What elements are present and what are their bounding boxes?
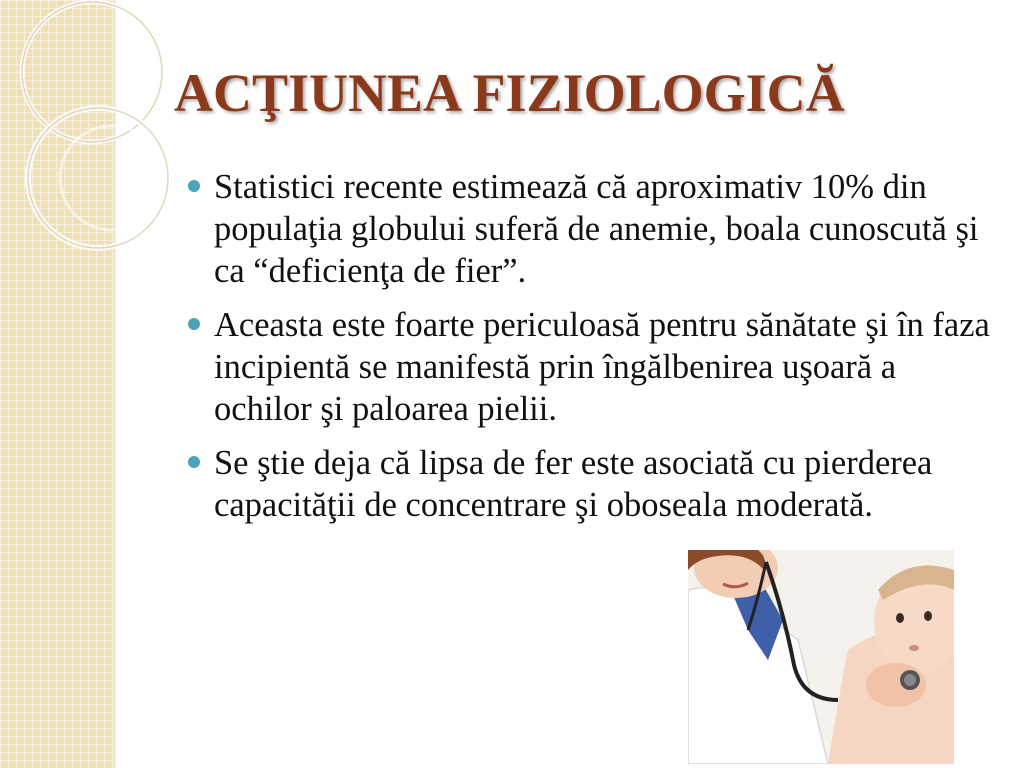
doctor-baby-illustration — [688, 550, 954, 764]
bullet-text: Aceasta este foarte periculoasă pentru sănătate şi în faza incipientă se manifestă prin îngălbenirea uşoară a ochilor şi paloarea pielii. — [214, 306, 990, 428]
bullet-list — [186, 166, 998, 538]
bullet-icon — [188, 318, 200, 330]
list-item — [186, 442, 998, 526]
bullet-text: Se ştie deja că lipsa de fer este asociată cu pierderea capacităţii de concentrare şi oboseala moderată. — [214, 444, 933, 524]
bullet-icon — [188, 180, 200, 192]
list-item — [186, 166, 998, 292]
doctor-baby-photo — [688, 550, 954, 764]
list-item — [186, 304, 998, 430]
bullet-text: Statistici recente estimează că aproximativ 10% din populaţia globului suferă de anemie, boala cunoscută şi ca “deficienţa de fier”. — [214, 168, 979, 290]
decorative-rings — [0, 0, 180, 260]
bullet-icon — [188, 456, 200, 468]
slide-title: ACŢIUNEA FIZIOLOGICĂ — [174, 63, 845, 123]
